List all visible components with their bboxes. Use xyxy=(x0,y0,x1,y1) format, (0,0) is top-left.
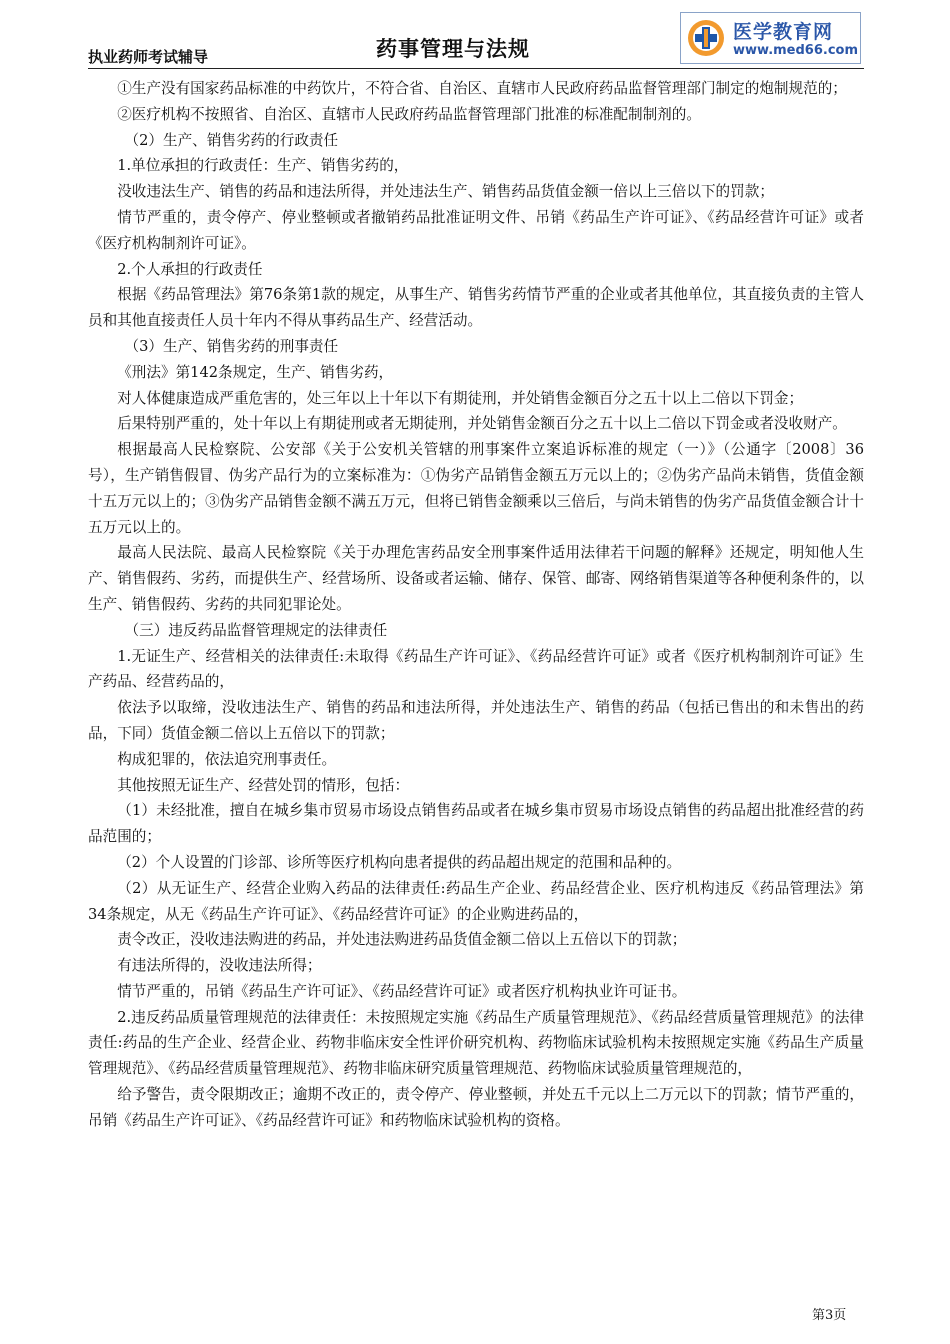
paragraph: 《刑法》第142条规定，生产、销售劣药， xyxy=(117,363,394,381)
page-number: 第3页 xyxy=(812,1308,847,1323)
paragraph: 情节严重的，吊销《药品生产许可证》、《药品经营许可证》或者医疗机构执业许可证书。 xyxy=(117,982,687,1000)
paragraph: （2）个人设置的门诊部、诊所等医疗机构向患者提供的药品超出规定的范围和品种的。 xyxy=(117,853,682,871)
site-logo[interactable] xyxy=(680,12,861,64)
paragraph: 给予警告，责令限期改正；逾期不改正的，责令停产、停业整顿，并处五千元以上二万元以下的罚款；情节严重的，吊销《药品生产许可证》、《药品经营许可证》和药物临床试验机构的资格。 xyxy=(88,1086,864,1129)
paragraph: 有违法所得的，没收违法所得； xyxy=(117,957,322,975)
logo-name: 医学教育网 xyxy=(733,21,834,43)
paragraph: 后果特别严重的，处十年以上有期徒刑或者无期徒刑，并处销售金额百分之五十以上二倍以下罚金或者没收财产。 xyxy=(117,415,847,433)
paragraph: （2）从无证生产、经营企业购入药品的法律责任:药品生产企业、药品经营企业、医疗机构违反《药品管理法》第34条规定，从无《药品生产许可证》、《药品经营许可证》的企业购进药品的， xyxy=(88,879,864,923)
paragraph: 根据《药品管理法》第76条第1款的规定，从事生产、销售劣药情节严重的企业或者其他单位，其直接负责的主管人员和其他直接责任人员十年内不得从事药品生产、经营活动。 xyxy=(88,286,864,330)
paragraph: 对人体健康造成严重危害的，处三年以上十年以下有期徒刑，并处销售金额百分之五十以上二倍以下罚金； xyxy=(117,389,804,407)
paragraph: 构成犯罪的，依法追究刑事责任。 xyxy=(117,750,337,768)
paragraph: 情节严重的，责令停产、停业整顿或者撤销药品批准证明文件、吊销《药品生产许可证》、《药品经营许可证》或者《医疗机构制剂许可证》。 xyxy=(88,208,864,252)
header-center-title: 药事管理与法规 xyxy=(376,37,530,61)
paragraph: （2）生产、销售劣药的行政责任 xyxy=(124,131,339,149)
header-left-title: 执业药师考试辅导 xyxy=(88,48,209,66)
paragraph: ①生产没有国家药品标准的中药饮片，不符合省、自治区、直辖市人民政府药品监督管理部门制定的炮制规范的； xyxy=(117,80,847,97)
paragraph: 最高人民法院、最高人民检察院《关于办理危害药品安全刑事案件适用法律若干问题的解释》还规定，明知他人生产、销售假药、劣药，而提供生产、经营场所、设备或者运输、储存、保管、邮寄、网络销售渠道等各种便利条件的，以生产、销售假药、劣药的共同犯罪论处。 xyxy=(88,544,864,613)
paragraph: （三）违反药品监督管理规定的法律责任 xyxy=(124,621,388,639)
logo-url: www.med66.com xyxy=(733,43,859,58)
paragraph: 没收违法生产、销售的药品和违法所得，并处违法生产、销售药品货值金额一倍以上三倍以下的罚款； xyxy=(117,183,774,201)
paragraph: 1.单位承担的行政责任：生产、销售劣药的， xyxy=(117,157,409,175)
paragraph: 其他按照无证生产、经营处罚的情形，包括： xyxy=(117,776,410,794)
page-header xyxy=(0,0,950,70)
header-divider xyxy=(88,68,864,69)
paragraph: 依法予以取缔，没收违法生产、销售的药品和违法所得，并处违法生产、销售的药品（包括已售出的和未售出的药品，下同）货值金额二倍以上五倍以下的罚款； xyxy=(88,699,864,742)
paragraph: 根据最高人民检察院、公安部《关于公安机关管辖的刑事案件立案追诉标准的规定（一）》（公通字〔2008〕36号），生产销售假冒、伪劣产品行为的立案标准为：①伪劣产品销售金额五万元以上的；②伪劣产品尚未销售，货值金额十五万元以上的；③伪劣产品销售金额不满五万元，但将已销售金额乘以三倍后，与尚未销售的伪劣产品货值金额合计十五万元以上的。 xyxy=(88,441,864,536)
document-body xyxy=(88,76,864,1134)
paragraph: 1.无证生产、经营相关的法律责任:未取得《药品生产许可证》、《药品经营许可证》或者《医疗机构制剂许可证》生产药品、经营药品的， xyxy=(88,647,864,691)
paragraph: 责令改正，没收违法购进的药品，并处违法购进药品货值金额二倍以上五倍以下的罚款； xyxy=(117,931,687,949)
paragraph: 2.违反药品质量管理规范的法律责任：未按照规定实施《药品生产质量管理规范》、《药品经营质量管理规范》的法律责任:药品的生产企业、经营企业、药物非临床安全性评价研究机构、药物临床试验机构未按照规定实施《药品生产质量管理规范》、《药品经营质量管理规范》、药物非临床研究质量管理规范、药物临床试验质量管理规范的， xyxy=(88,1008,864,1078)
medical-cross-logo-icon xyxy=(686,18,726,58)
paragraph: （3）生产、销售劣药的刑事责任 xyxy=(124,337,339,355)
paragraph: ②医疗机构不按照省、自治区、直辖市人民政府药品监督管理部门批准的标准配制制剂的。 xyxy=(117,105,701,123)
paragraph: （1）未经批准，擅自在城乡集市贸易市场设点销售药品或者在城乡集市贸易市场设点销售的药品超出批准经营的药品范围的； xyxy=(88,802,864,846)
paragraph: 2.个人承担的行政责任 xyxy=(117,260,263,278)
